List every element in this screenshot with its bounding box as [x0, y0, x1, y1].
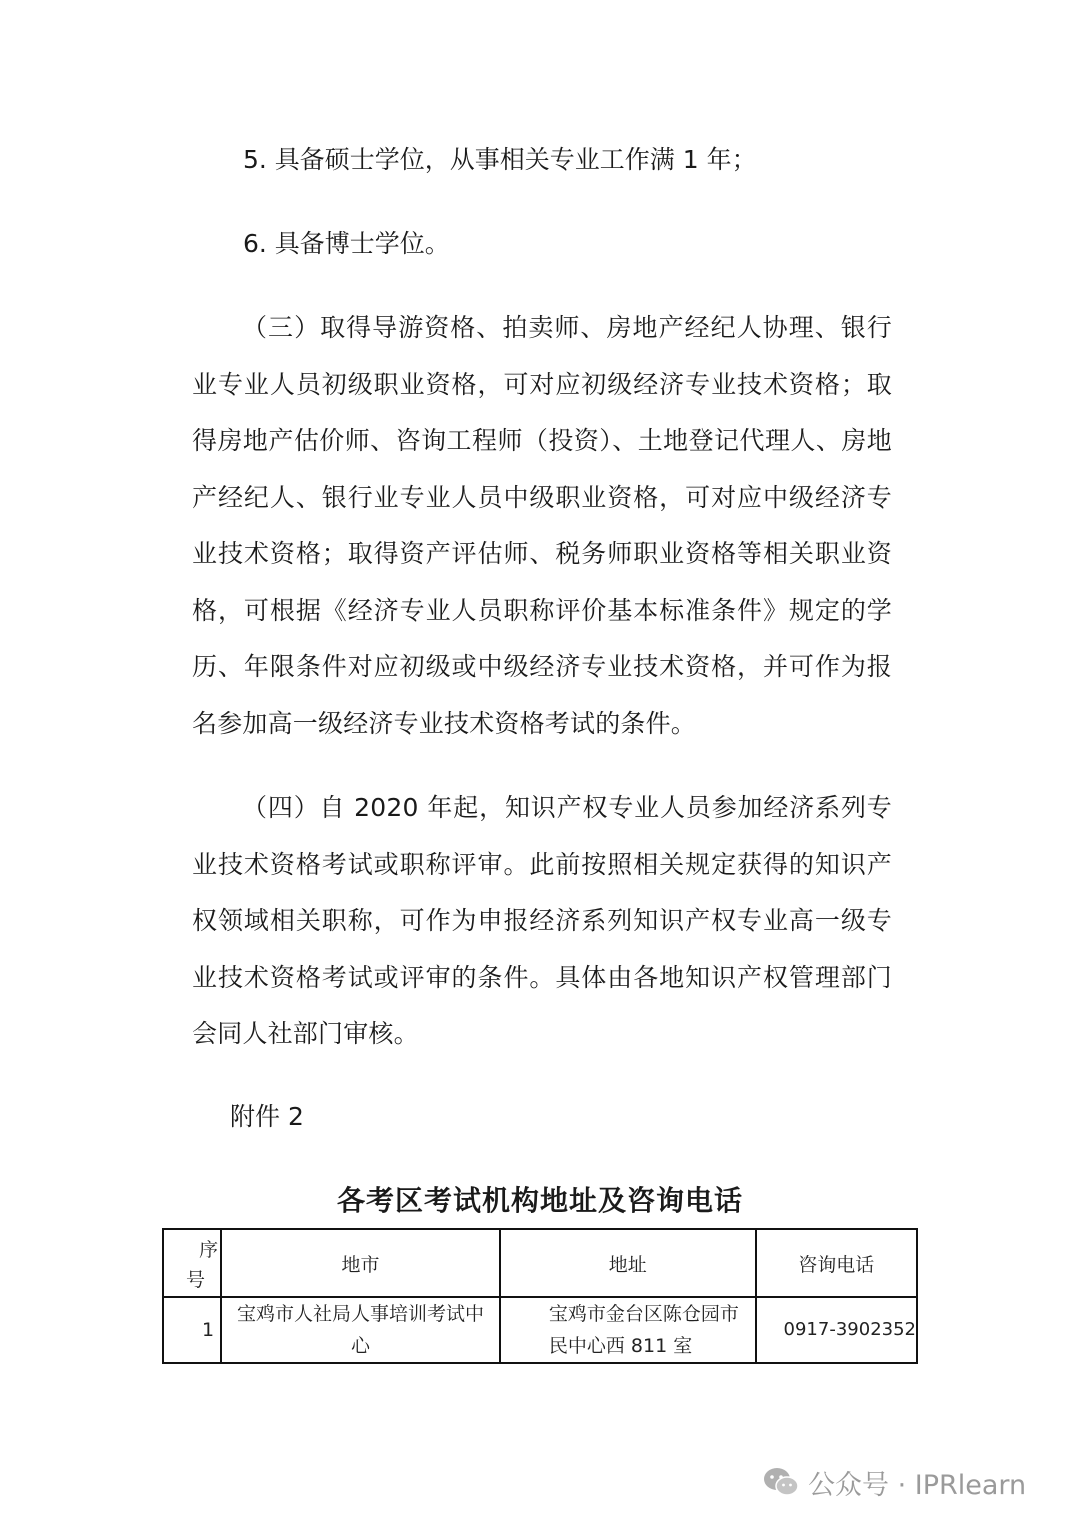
header-index	[163, 1229, 221, 1297]
header-phone: 咨询电话	[756, 1229, 917, 1297]
paragraph-item-5: 5. 具备硕士学位，从事相关专业工作满 1 年；	[243, 145, 757, 174]
wechat-icon	[762, 1466, 800, 1498]
paragraph-section-4: （四）自 2020 年起，知识产权专业人员参加经济系列专业技术资格考试或职称评审。此前按照相关规定获得的知识产权领域相关职称，可作为申报经济系列知识产权专业高一级专业技术资格考试或评审的条件。具体由各地知识产权管理部门会同人社部门审核。	[192, 793, 892, 1048]
table-title: 各考区考试机构地址及咨询电话	[336, 1184, 743, 1217]
table-row	[163, 1297, 917, 1363]
row-city: 宝鸡市人社局人事培训考试中心	[221, 1297, 500, 1363]
row-phone: 0917-3902352	[756, 1297, 917, 1363]
row-address: 宝鸡市金台区陈仓园市民中心西 811 室	[500, 1297, 756, 1363]
exam-office-table	[162, 1228, 918, 1364]
watermark	[762, 1462, 1026, 1502]
header-address: 地址	[500, 1229, 756, 1297]
watermark-text: 公众号 · IPRlearn	[808, 1469, 1027, 1501]
attachment-label: 附件 2	[230, 1102, 304, 1131]
table-header-row	[163, 1229, 917, 1297]
header-index-line2: 号	[186, 1269, 206, 1291]
paragraph-item-6: 6. 具备博士学位。	[243, 229, 450, 258]
header-city: 地市	[221, 1229, 500, 1297]
row-index: 1	[163, 1297, 221, 1363]
paragraph-section-3: （三）取得导游资格、拍卖师、房地产经纪人协理、银行业专业人员初级职业资格，可对应初级经济专业技术资格；取得房地产估价师、咨询工程师（投资）、土地登记代理人、房地产经纪人、银行业专业人员中级职业资格，可对应中级经济专业技术资格；取得资产评估师、税务师职业资格等相关职业资格，可根据《经济专业人员职称评价基本标准条件》规定的学历、年限条件对应初级或中级经济专业技术资格，并可作为报名参加高一级经济专业技术资格考试的条件。	[192, 313, 892, 738]
header-index-line1: 序	[199, 1239, 219, 1261]
